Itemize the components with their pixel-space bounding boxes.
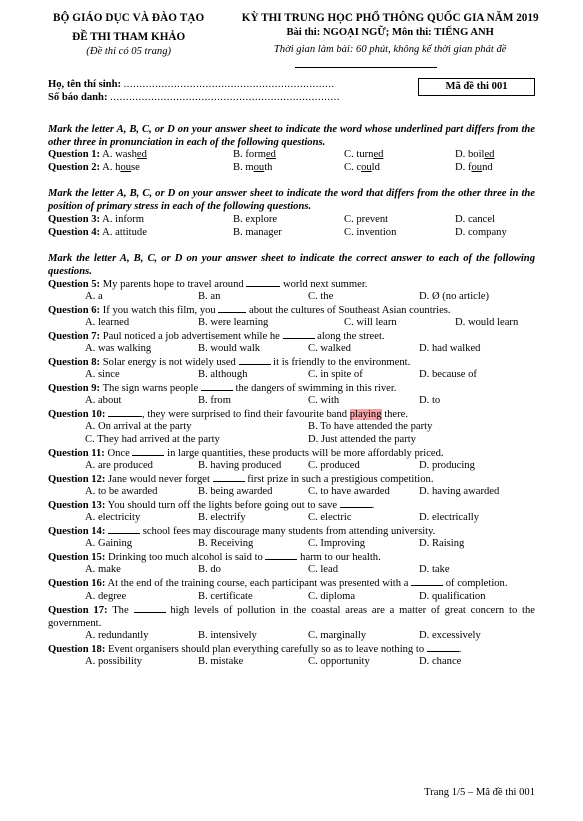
options-15: A. make B. do C. lead D. take <box>85 564 450 576</box>
question-label: Question 17: <box>48 604 108 616</box>
question-label: Question 16: <box>48 578 106 590</box>
exam-content <box>48 124 535 669</box>
question-label: Question 7: <box>48 331 101 343</box>
question-14: Question 14: school fees may discourage many students from attending university. <box>48 526 436 538</box>
candidate-number-field: ......................................................................... <box>110 92 340 103</box>
question-label: Question 8: <box>48 357 101 369</box>
options-9: A. about B. from C. with D. to <box>85 395 441 407</box>
question-15: Question 15: Drinking too much alcohol is said to harm to our health. <box>48 552 381 564</box>
question-13: Question 13: You should turn off the lights before going out to save . <box>48 500 375 512</box>
answer-blank <box>132 447 164 456</box>
time-note: Thời gian làm bài: 60 phút, không kể thời gian phát đề <box>273 44 507 56</box>
question-7: Question 7: Paul noticed a job advertisement while he along the street. <box>48 331 385 343</box>
options-16: A. degree B. certificate C. diploma D. qualification <box>85 590 486 602</box>
exam-code-box: Mã đề thi 001 <box>418 78 535 96</box>
answer-blank <box>134 604 166 613</box>
options-10b: C. They had arrived at the party D. Just attended the party <box>85 434 416 446</box>
options-12: A. to be awarded B. being awarded C. to have awarded D. having awarded <box>85 486 500 498</box>
candidate-info <box>48 79 340 105</box>
ministry-name: BỘ GIÁO DỤC VÀ ĐÀO TẠO <box>53 12 205 24</box>
question-16: Question 16: At the end of the training course, each participant was presented with a of completion. <box>48 578 508 590</box>
options-6: A. learned B. were learning C. will learn D. would learn <box>85 317 519 329</box>
options-18: A. possibility B. mistake C. opportunity D. chance <box>85 656 462 668</box>
question-label: Question 13: <box>48 500 106 512</box>
answer-blank <box>411 577 443 586</box>
answer-blank <box>283 330 315 339</box>
question-11: Question 11: Once in large quantities, these products will be more affordably priced. <box>48 448 444 460</box>
options-10a: A. On arrival at the party B. To have attended the party <box>85 421 433 433</box>
question-label: Question 14: <box>48 526 106 538</box>
options-5: A. a B. an C. the D. Ø (no article) <box>85 291 490 303</box>
candidate-name-label: Họ, tên thí sinh: <box>48 79 121 90</box>
page-footer: Trang 1/5 – Mã đề thi 001 <box>424 787 535 798</box>
question-label: Question 5: <box>48 279 101 291</box>
options-13: A. electricity B. electrify C. electric D. electrically <box>85 512 479 524</box>
question-label: Question 3: <box>48 213 101 225</box>
question-4: Question 4: A. attitude B. manager C. invention D. company <box>48 226 507 238</box>
question-label: Question 18: <box>48 644 106 656</box>
question-2: Question 2: A. house B. mouth C. could D. found <box>48 162 493 174</box>
question-8: Question 8: Solar energy is not widely used it is friendly to the environment. <box>48 357 411 369</box>
answer-blank <box>218 304 246 313</box>
header-left <box>30 12 227 59</box>
section-instruction: Mark the letter A, B, C, or D on your answer sheet to indicate the word that differs from the other three in the position of primary stress in each of the following questions. <box>48 188 535 213</box>
answer-blank <box>246 278 280 287</box>
question-label: Question 2: <box>48 162 101 174</box>
answer-blank <box>108 408 142 417</box>
doc-type: ĐỀ THI THAM KHẢO <box>72 31 186 44</box>
options-17: A. redundantly B. intensively C. marginally D. excessively <box>85 630 481 642</box>
question-label: Question 11: <box>48 448 105 460</box>
exam-header <box>30 12 553 59</box>
answer-blank <box>108 525 140 534</box>
answer-blank <box>213 473 245 482</box>
options-7: A. was walking B. would walk C. walked D. had walked <box>85 343 481 355</box>
question-17: Question 17: The high levels of pollution in the coastal areas are a matter of great concern to the government. <box>48 604 535 629</box>
question-18: Question 18: Event organisers should plan everything carefully so as to leave nothing to . <box>48 644 462 656</box>
options-8: A. since B. although C. in spite of D. because of <box>85 369 477 381</box>
highlighted-word: playing <box>349 409 382 421</box>
candidate-name-line <box>48 79 340 92</box>
answer-blank <box>340 499 372 508</box>
question-label: Question 6: <box>48 305 101 317</box>
header-rule <box>295 67 437 68</box>
options-14: A. Gaining B. Receiving C. Improving D. Raising <box>85 538 465 550</box>
question-label: Question 1: <box>48 149 101 161</box>
question-label: Question 10: <box>48 409 106 421</box>
question-3: Question 3: A. inform B. explore C. prevent D. cancel <box>48 213 495 225</box>
options-11: A. are produced B. having produced C. produced D. producing <box>85 460 475 472</box>
exam-title: KỲ THI TRUNG HỌC PHỔ THÔNG QUỐC GIA NĂM 2019 <box>241 12 539 24</box>
header-right <box>227 12 553 59</box>
question-10: Question 10: , they were surprised to find their favourite band playing there. <box>48 409 409 421</box>
candidate-number-label: Số báo danh: <box>48 92 108 103</box>
question-label: Question 12: <box>48 474 106 486</box>
question-label: Question 4: <box>48 226 101 238</box>
question-label: Question 9: <box>48 383 101 395</box>
answer-blank <box>427 643 459 652</box>
question-5: Question 5: My parents hope to travel around world next summer. <box>48 279 368 291</box>
answer-blank <box>265 551 297 560</box>
answer-blank <box>239 356 271 365</box>
exam-subject: Bài thi: NGOẠI NGỮ; Môn thi: TIẾNG ANH <box>286 27 494 39</box>
candidate-name-field: ................................................................... <box>123 79 335 90</box>
question-9: Question 9: The sign warns people the dangers of swimming in this river. <box>48 383 397 395</box>
section-instruction: Mark the letter A, B, C, or D on your answer sheet to indicate the word whose underlined part differs from the other three in pronunciation in each of the following questions. <box>48 124 535 148</box>
question-1: Question 1: A. washed B. formed C. turned D. boiled <box>48 149 495 161</box>
answer-blank <box>201 382 233 391</box>
question-6: Question 6: If you watch this film, you about the cultures of Southeast Asian countries. <box>48 305 451 317</box>
question-label: Question 15: <box>48 552 106 564</box>
section-instruction: Mark the letter A, B, C, or D on your answer sheet to indicate the correct answer to each of the following questions. <box>48 252 535 277</box>
candidate-number-line <box>48 92 340 105</box>
question-12: Question 12: Jane would never forget first prize in such a prestigious competition. <box>48 474 434 486</box>
pages-note: (Đề thi có 05 trang) <box>86 45 172 57</box>
